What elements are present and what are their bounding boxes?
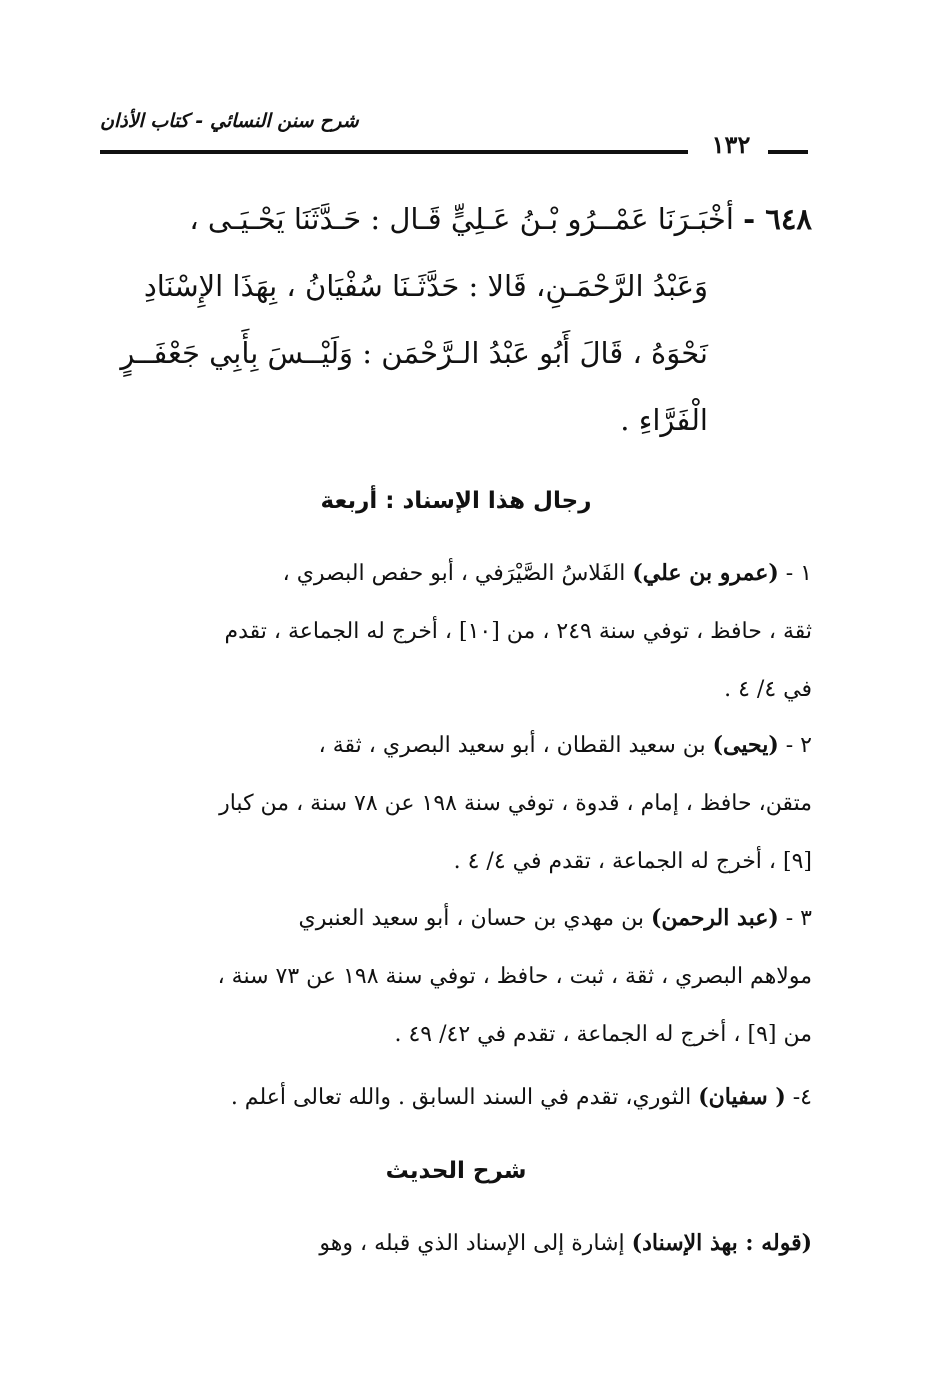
hadith-line-1-text: أخْبَـرَنَا عَمْــرُو بْـنُ عَـلِيٍّ قَـال : حَـدَّثَنَا يَحْـيَـى ، bbox=[189, 202, 734, 236]
narrator-entry-4 bbox=[100, 1068, 812, 1127]
narrator-1-prefix: ١ - bbox=[778, 561, 812, 586]
narrator-2-line-1 bbox=[100, 716, 812, 775]
narrator-4-prefix: ٤- bbox=[785, 1085, 812, 1110]
narrator-1-line-3: في ٤/ ٤ . bbox=[724, 677, 812, 702]
hadith-line-2: وَعَبْدُ الرَّحْمَـنِ، قَالا : حَدَّثَـنَا سُفْيَانُ ، بِهَذَا الإِسْنَادِ bbox=[143, 269, 708, 303]
hadith-line-3: نَحْوَهُ ، قَالَ أَبُو عَبْدُ الـرَّحْمَن : وَلَيْــسَ بِأَبِي جَعْفَــرٍ bbox=[120, 336, 708, 370]
commentary-lemma: (قوله : بهذ الإسناد) bbox=[631, 1230, 812, 1256]
narrator-2-line-2: متقن، حافظ ، إمام ، قدوة ، توفي سنة ١٩٨ عن ٧٨ سنة ، من كبار bbox=[219, 791, 812, 816]
header-dash bbox=[768, 150, 808, 154]
narrator-3-text-1: بن مهدي بن حسان ، أبو سعيد العنبري bbox=[298, 906, 651, 931]
narrator-2-line-3: [٩] ، أخرج له الجماعة ، تقدم في ٤/ ٤ . bbox=[453, 849, 812, 874]
hadith-line-1 bbox=[100, 186, 812, 253]
running-title: شرح سنن النسائي - كتاب الأذان bbox=[100, 110, 359, 132]
narrator-1-line-2: ثقة ، حافظ ، توفي سنة ٢٤٩ ، من [١٠] ، أخرج له الجماعة ، تقدم bbox=[224, 619, 812, 644]
narrator-2-text-1: بن سعيد القطان ، أبو سعيد البصري ، ثقة ، bbox=[318, 733, 713, 758]
narrator-3-line-1 bbox=[100, 889, 812, 948]
commentary-text: إشارة إلى الإسناد الذي قبله ، وهو bbox=[319, 1231, 632, 1256]
commentary-heading: شرح الحديث bbox=[385, 1158, 527, 1184]
hadith-line-4: الْفَرَّاءِ . bbox=[620, 403, 708, 437]
narrator-4-text-1: الثوري، تقدم في السند السابق . والله تعالى أعلم . bbox=[230, 1085, 699, 1110]
narrator-1-line-1 bbox=[100, 544, 812, 603]
narrator-entry-3 bbox=[100, 889, 812, 1064]
narrator-3-line-2: مولاهم البصري ، ثقة ، ثبت ، حافظ ، توفي سنة ١٩٨ عن ٧٣ سنة ، bbox=[217, 964, 812, 989]
commentary-line bbox=[100, 1218, 812, 1269]
hadith-text bbox=[100, 186, 812, 454]
narrator-3-line-3: من [٩] ، أخرج له الجماعة ، تقدم في ٤٢/ ٤٩ . bbox=[394, 1022, 812, 1047]
narrator-entry-1 bbox=[100, 544, 812, 719]
narrators-heading: رجال هذا الإسناد : أربعة bbox=[320, 488, 592, 514]
narrator-4-line-1 bbox=[100, 1068, 812, 1127]
page-number: ١٣٢ bbox=[711, 130, 751, 159]
narrator-entry-2 bbox=[100, 716, 812, 891]
narrator-3-name: (عبد الرحمن) bbox=[650, 905, 779, 931]
narrator-4-name: ( سفيان) bbox=[698, 1084, 786, 1110]
hadith-number: ٦٤٨ - bbox=[743, 202, 812, 236]
narrator-1-name: (عمرو بن علي) bbox=[632, 560, 779, 586]
header-rule bbox=[100, 150, 688, 154]
narrator-3-prefix: ٣ - bbox=[778, 906, 812, 931]
narrator-2-name: (يحيى) bbox=[712, 732, 779, 758]
narrator-2-prefix: ٢ - bbox=[778, 733, 812, 758]
narrator-1-text-1: الفَلاسُ الصَّيْرَفي ، أبو حفص البصري ، bbox=[282, 561, 633, 586]
